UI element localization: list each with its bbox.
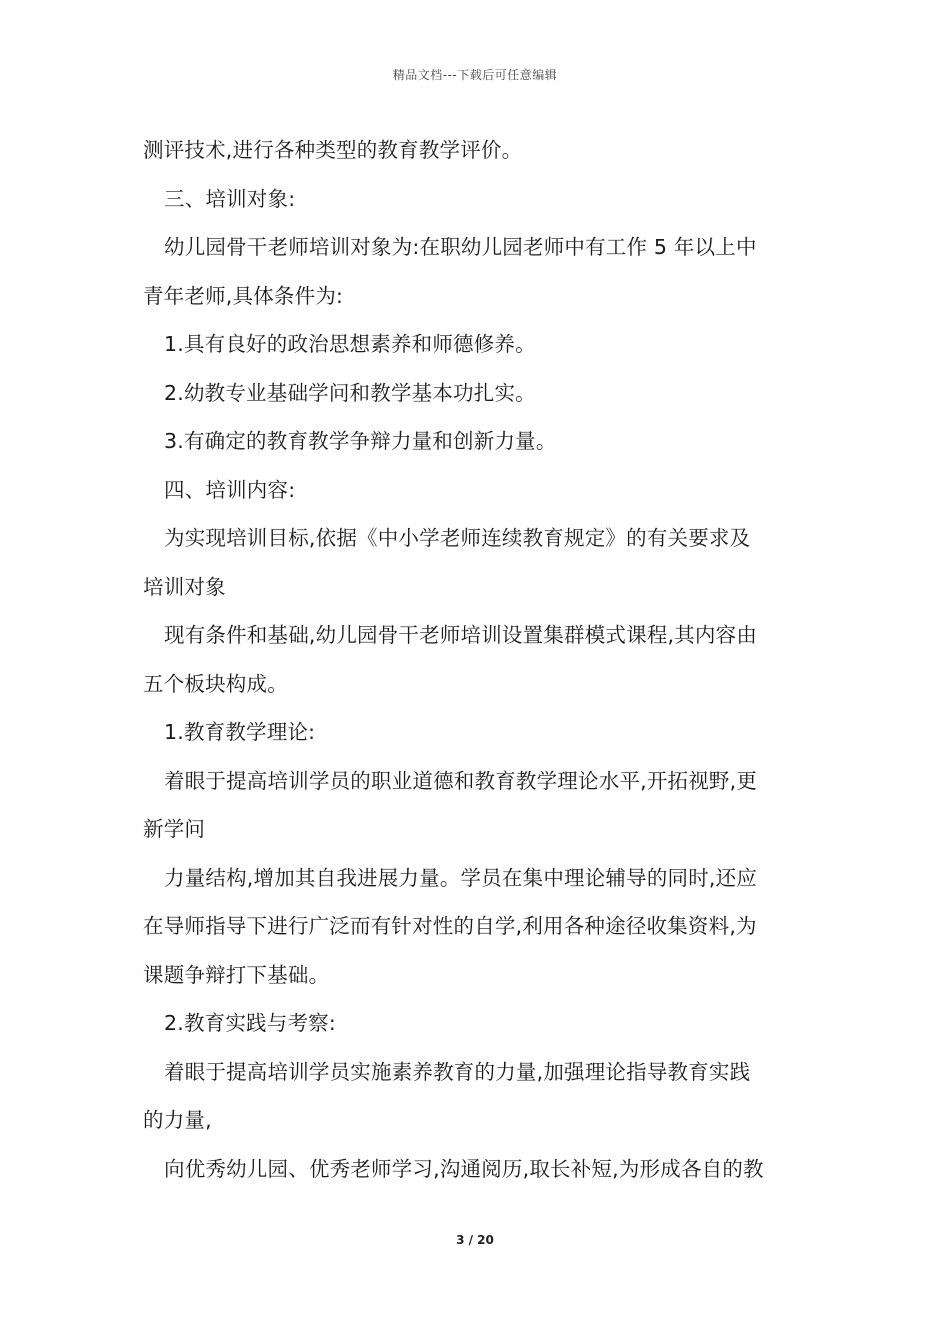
text-line: 测评技术,进行各种类型的教育教学评价。 bbox=[143, 138, 523, 162]
text-line: 五个板块构成。 bbox=[143, 671, 288, 696]
text-line: 着眼于提高培训学员实施素养教育的力量,加强理论指导教育实践 bbox=[164, 1059, 751, 1084]
text-line: 1.教育教学理论: bbox=[164, 720, 316, 744]
text-line: 幼儿园骨干老师培训对象为:在职幼儿园老师中有工作 5 年以上中 bbox=[164, 235, 757, 259]
text-line: 向优秀幼儿园、优秀老师学习,沟通阅历,取长补短,为形成各自的教 bbox=[164, 1156, 764, 1181]
page-header: 精品文档---下载后可任意编辑 bbox=[392, 68, 558, 82]
text-line: 2.幼教专业基础学问和教学基本功扎实。 bbox=[164, 380, 536, 405]
text-line: 3.有确定的教育教学争辩力量和创新力量。 bbox=[164, 429, 557, 453]
text-line: 1.具有良好的政治思想素养和师德修养。 bbox=[164, 332, 536, 356]
text-line: 新学问 bbox=[143, 817, 206, 841]
document-body bbox=[143, 126, 811, 1193]
text-line: 2.教育实践与考察: bbox=[164, 1011, 336, 1035]
text-line: 力量结构,增加其自我进展力量。学员在集中理论辅导的同时,还应 bbox=[164, 865, 758, 890]
text-line: 着眼于提高培训学员的职业道德和教育教学理论水平,开拓视野,更 bbox=[164, 768, 758, 793]
text-line: 三、培训对象: bbox=[164, 186, 296, 211]
page-number: 3 / 20 bbox=[456, 1233, 494, 1247]
text-line: 在导师指导下进行广泛而有针对性的自学,利用各种途径收集资料,为 bbox=[143, 914, 757, 938]
text-line: 现有条件和基础,幼儿园骨干老师培训设置集群模式课程,其内容由 bbox=[164, 623, 758, 647]
text-line: 四、培训内容: bbox=[164, 477, 296, 502]
text-line: 的力量, bbox=[143, 1108, 212, 1132]
text-line: 课题争辩打下基础。 bbox=[143, 962, 330, 987]
text-line: 培训对象 bbox=[143, 574, 226, 599]
text-line: 青年老师,具体条件为: bbox=[143, 283, 344, 308]
text-line: 为实现培训目标,依据《中小学老师连续教育规定》的有关要求及 bbox=[164, 526, 751, 550]
